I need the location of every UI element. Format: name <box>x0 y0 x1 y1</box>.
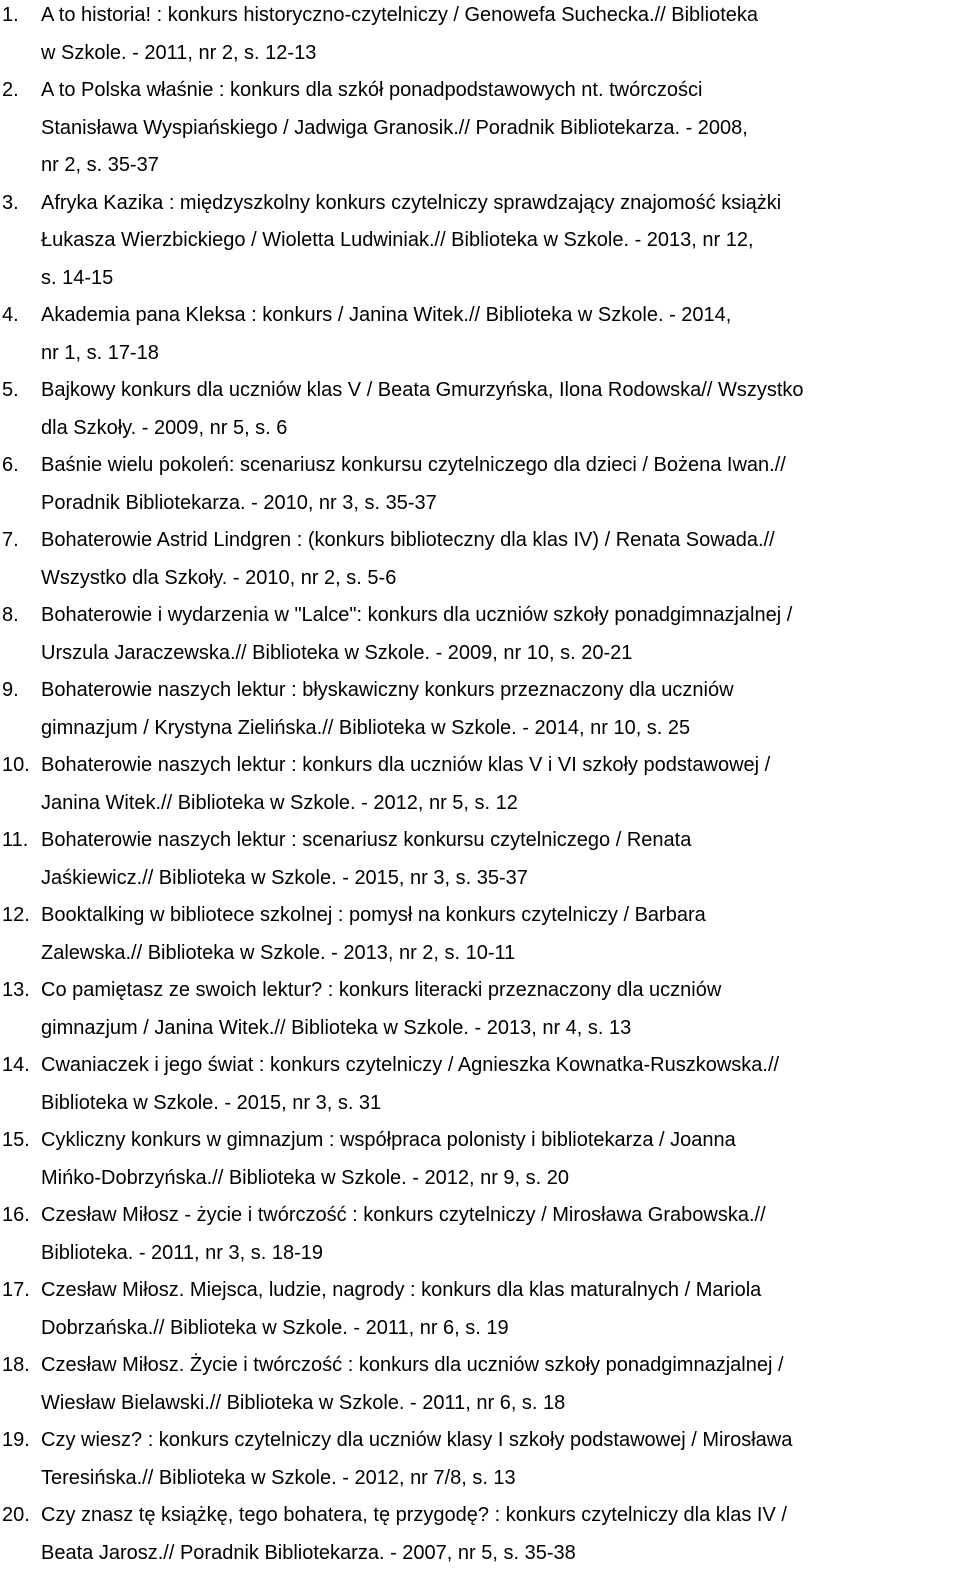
entry-citation <box>41 1497 960 1572</box>
citation-line: nr 2, s. 35-37 <box>41 147 960 185</box>
citation-line: Urszula Jaraczewska.// Biblioteka w Szkole. - 2009, nr 10, s. 20-21 <box>41 635 960 673</box>
citation-line: Zalewska.// Biblioteka w Szkole. - 2013, nr 2, s. 10-11 <box>41 935 960 973</box>
entry-citation <box>41 1122 960 1197</box>
citation-line: Stanisława Wyspiańskiego / Jadwiga Granosik.// Poradnik Bibliotekarza. - 2008, <box>41 110 960 148</box>
bibliography-entry <box>0 597 960 672</box>
entry-citation <box>41 597 960 672</box>
citation-line: gimnazjum / Krystyna Zielińska.// Biblioteka w Szkole. - 2014, nr 10, s. 25 <box>41 710 960 748</box>
citation-line: Wszystko dla Szkoły. - 2010, nr 2, s. 5-6 <box>41 560 960 598</box>
entry-citation <box>41 1272 960 1347</box>
entry-number: 4. <box>2 297 19 335</box>
citation-line: s. 14-15 <box>41 260 960 298</box>
bibliography-entry <box>0 1122 960 1197</box>
entry-number: 12. <box>2 897 30 935</box>
bibliography-entry <box>0 822 960 897</box>
entry-number: 10. <box>2 747 30 785</box>
bibliography-entry <box>0 1272 960 1347</box>
citation-line: dla Szkoły. - 2009, nr 5, s. 6 <box>41 410 960 448</box>
citation-line: Cwaniaczek i jego świat : konkurs czytelniczy / Agnieszka Kownatka-Ruszkowska.// <box>41 1047 960 1085</box>
bibliography-entry <box>0 1047 960 1122</box>
entry-citation <box>41 0 960 72</box>
citation-line: Mińko-Dobrzyńska.// Biblioteka w Szkole. - 2012, nr 9, s. 20 <box>41 1160 960 1198</box>
entry-citation <box>41 447 960 522</box>
bibliography-entry <box>0 1347 960 1422</box>
citation-line: A to Polska właśnie : konkurs dla szkół ponadpodstawowych nt. twórczości <box>41 72 960 110</box>
bibliography-entry <box>0 185 960 298</box>
citation-line: Bajkowy konkurs dla uczniów klas V / Beata Gmurzyńska, Ilona Rodowska// Wszystko <box>41 372 960 410</box>
bibliography-entry <box>0 747 960 822</box>
citation-line: Afryka Kazika : międzyszkolny konkurs czytelniczy sprawdzający znajomość książki <box>41 185 960 223</box>
entry-citation <box>41 972 960 1047</box>
entry-citation <box>41 1197 960 1272</box>
entry-citation <box>41 522 960 597</box>
bibliography-entry <box>0 1197 960 1272</box>
citation-line: A to historia! : konkurs historyczno-czytelniczy / Genowefa Suchecka.// Biblioteka <box>41 0 960 35</box>
citation-line: Baśnie wielu pokoleń: scenariusz konkursu czytelniczego dla dzieci / Bożena Iwan.// <box>41 447 960 485</box>
citation-line: Biblioteka. - 2011, nr 3, s. 18-19 <box>41 1235 960 1273</box>
citation-line: Janina Witek.// Biblioteka w Szkole. - 2012, nr 5, s. 12 <box>41 785 960 823</box>
entry-number: 3. <box>2 185 19 223</box>
citation-line: Biblioteka w Szkole. - 2015, nr 3, s. 31 <box>41 1085 960 1123</box>
citation-line: Teresińska.// Biblioteka w Szkole. - 2012, nr 7/8, s. 13 <box>41 1460 960 1498</box>
entry-number: 6. <box>2 447 19 485</box>
bibliography-entry <box>0 972 960 1047</box>
bibliography-entry <box>0 0 960 72</box>
citation-line: Akademia pana Kleksa : konkurs / Janina Witek.// Biblioteka w Szkole. - 2014, <box>41 297 960 335</box>
citation-line: Beata Jarosz.// Poradnik Bibliotekarza. - 2007, nr 5, s. 35-38 <box>41 1535 960 1572</box>
entry-citation <box>41 297 960 372</box>
entry-citation <box>41 185 960 298</box>
citation-line: Bohaterowie naszych lektur : scenariusz konkursu czytelniczego / Renata <box>41 822 960 860</box>
bibliography-entry <box>0 297 960 372</box>
citation-line: Bohaterowie naszych lektur : błyskawiczny konkurs przeznaczony dla uczniów <box>41 672 960 710</box>
entry-citation <box>41 672 960 747</box>
citation-line: gimnazjum / Janina Witek.// Biblioteka w Szkole. - 2013, nr 4, s. 13 <box>41 1010 960 1048</box>
citation-line: Czy wiesz? : konkurs czytelniczy dla uczniów klasy I szkoły podstawowej / Mirosława <box>41 1422 960 1460</box>
citation-line: nr 1, s. 17-18 <box>41 335 960 373</box>
bibliography-entry <box>0 897 960 972</box>
citation-line: Jaśkiewicz.// Biblioteka w Szkole. - 2015, nr 3, s. 35-37 <box>41 860 960 898</box>
citation-line: Co pamiętasz ze swoich lektur? : konkurs literacki przeznaczony dla uczniów <box>41 972 960 1010</box>
entry-number: 5. <box>2 372 19 410</box>
entry-citation <box>41 372 960 447</box>
entry-number: 20. <box>2 1497 30 1535</box>
citation-line: Bohaterowie i wydarzenia w "Lalce": konkurs dla uczniów szkoły ponadgimnazjalnej / <box>41 597 960 635</box>
bibliography-entry <box>0 1497 960 1572</box>
citation-line: Booktalking w bibliotece szkolnej : pomysł na konkurs czytelniczy / Barbara <box>41 897 960 935</box>
bibliography-entry <box>0 672 960 747</box>
entry-number: 16. <box>2 1197 30 1235</box>
entry-citation <box>41 72 960 185</box>
entry-number: 9. <box>2 672 19 710</box>
entry-citation <box>41 747 960 822</box>
bibliography-entry <box>0 72 960 185</box>
entry-number: 2. <box>2 72 19 110</box>
citation-line: Czy znasz tę książkę, tego bohatera, tę przygodę? : konkurs czytelniczy dla klas IV / <box>41 1497 960 1535</box>
bibliography-entry <box>0 372 960 447</box>
entry-number: 14. <box>2 1047 30 1085</box>
citation-line: Wiesław Bielawski.// Biblioteka w Szkole. - 2011, nr 6, s. 18 <box>41 1385 960 1423</box>
entry-citation <box>41 1422 960 1497</box>
citation-line: w Szkole. - 2011, nr 2, s. 12-13 <box>41 35 960 73</box>
entry-number: 1. <box>2 0 19 35</box>
citation-line: Łukasza Wierzbickiego / Wioletta Ludwiniak.// Biblioteka w Szkole. - 2013, nr 12, <box>41 222 960 260</box>
entry-number: 19. <box>2 1422 30 1460</box>
citation-line: Bohaterowie naszych lektur : konkurs dla uczniów klas V i VI szkoły podstawowej / <box>41 747 960 785</box>
entry-citation <box>41 1347 960 1422</box>
entry-number: 7. <box>2 522 19 560</box>
entry-number: 15. <box>2 1122 30 1160</box>
bibliography-entry <box>0 1422 960 1497</box>
entry-number: 13. <box>2 972 30 1010</box>
citation-line: Czesław Miłosz - życie i twórczość : konkurs czytelniczy / Mirosława Grabowska.// <box>41 1197 960 1235</box>
entry-citation <box>41 1047 960 1122</box>
citation-line: Bohaterowie Astrid Lindgren : (konkurs biblioteczny dla klas IV) / Renata Sowada.// <box>41 522 960 560</box>
entry-citation <box>41 897 960 972</box>
entry-number: 18. <box>2 1347 30 1385</box>
bibliography-entry <box>0 447 960 522</box>
citation-line: Dobrzańska.// Biblioteka w Szkole. - 2011, nr 6, s. 19 <box>41 1310 960 1348</box>
entry-number: 17. <box>2 1272 30 1310</box>
citation-line: Czesław Miłosz. Życie i twórczość : konkurs dla uczniów szkoły ponadgimnazjalnej / <box>41 1347 960 1385</box>
citation-line: Poradnik Bibliotekarza. - 2010, nr 3, s. 35-37 <box>41 485 960 523</box>
entry-number: 11. <box>2 822 28 860</box>
citation-line: Czesław Miłosz. Miejsca, ludzie, nagrody : konkurs dla klas maturalnych / Mariola <box>41 1272 960 1310</box>
bibliography-entry <box>0 522 960 597</box>
citation-line: Cykliczny konkurs w gimnazjum : współpraca polonisty i bibliotekarza / Joanna <box>41 1122 960 1160</box>
entry-citation <box>41 822 960 897</box>
entry-number: 8. <box>2 597 19 635</box>
